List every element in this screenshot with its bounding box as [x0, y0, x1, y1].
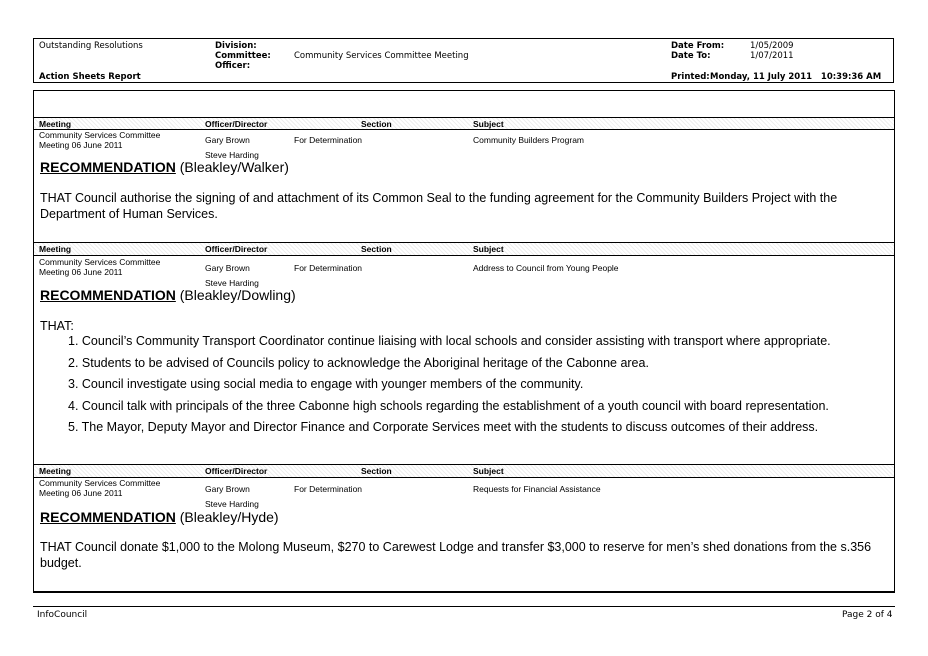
committee-label: Committee: [215, 51, 271, 61]
footer-divider [33, 606, 895, 607]
recommendation-movers: (Bleakley/Hyde) [179, 509, 279, 525]
recommendation-heading [40, 287, 296, 303]
col-subject: Subject [473, 466, 504, 476]
footer-system: InfoCouncil [37, 610, 88, 620]
section-value: For Determination [294, 484, 363, 494]
report-area: Outstanding Resolutions [39, 41, 143, 51]
meeting-line2: Meeting 06 June 2011 [39, 267, 123, 277]
officer-2: Steve Harding [205, 499, 259, 509]
recommendation-label: RECOMMENDATION [40, 159, 176, 175]
section-value: For Determination [294, 263, 363, 273]
committee-value: Community Services Committee Meeting [294, 51, 469, 61]
footer-page-number: Page 2 of 4 [842, 610, 893, 620]
division-label: Division: [215, 41, 257, 51]
col-meeting: Meeting [39, 244, 72, 254]
officer-1: Gary Brown [205, 484, 250, 494]
report-name: Action Sheets Report [39, 72, 141, 82]
recommendation-label: RECOMMENDATION [40, 509, 176, 525]
list-item: 4. Council talk with principals of the three Cabonne high schools regarding the establishment of a youth council with board representation. [68, 398, 829, 413]
col-officer: Officer/Director [205, 466, 268, 476]
meeting-line2: Meeting 06 June 2011 [39, 488, 123, 498]
officer-2: Steve Harding [205, 278, 259, 288]
recommendation-heading [40, 509, 279, 525]
col-subject: Subject [473, 244, 504, 254]
row-divider [34, 255, 894, 256]
row-divider [34, 477, 894, 478]
subject-value: Community Builders Program [473, 135, 585, 145]
officer-1: Gary Brown [205, 135, 250, 145]
date-from-value: 1/05/2009 [750, 41, 794, 51]
printed-value: Monday, 11 July 2011 10:39:36 AM [710, 72, 882, 82]
col-officer: Officer/Director [205, 119, 268, 129]
column-header-row [34, 243, 894, 255]
meeting-line1: Community Services Committee [39, 257, 161, 267]
section-value: For Determination [294, 135, 363, 145]
recommendation-text: THAT Council donate $1,000 to the Molong Museum, $270 to Carewest Lodge and transfer $3,000 to reserve for men’s shed donations from the s.356 budget. [40, 540, 872, 570]
meeting-line1: Community Services Committee [39, 478, 161, 488]
list-item: 2. Students to be advised of Councils policy to acknowledge the Aboriginal heritage of the Cabonne area. [68, 355, 649, 370]
col-officer: Officer/Director [205, 244, 268, 254]
recommendation-movers: (Bleakley/Walker) [179, 159, 289, 175]
col-section: Section [361, 466, 392, 476]
col-subject: Subject [473, 119, 504, 129]
report-header [33, 38, 894, 83]
meeting-line2: Meeting 06 June 2011 [39, 140, 123, 150]
recommendation-text: THAT Council authorise the signing of and attachment of its Common Seal to the funding agreement for the Community Builders Project with the Department of Human Services. [40, 191, 838, 221]
col-meeting: Meeting [39, 119, 72, 129]
list-item: 1. Council’s Community Transport Coordinator continue liaising with local schools and consider assisting with transport where appropriate. [68, 334, 831, 348]
date-to-label: Date To: [671, 51, 711, 61]
printed-label: Printed: [671, 72, 710, 82]
date-to-value: 1/07/2011 [750, 51, 794, 61]
subject-value: Address to Council from Young People [473, 263, 619, 273]
action-sheet-table [33, 90, 895, 593]
col-section: Section [361, 244, 392, 254]
officer-2: Steve Harding [205, 150, 259, 160]
recommendation-label: RECOMMENDATION [40, 287, 176, 303]
subject-value: Requests for Financial Assistance [473, 484, 601, 494]
recommendation-heading [40, 159, 289, 175]
officer-label: Officer: [215, 61, 251, 71]
meeting-line1: Community Services Committee [39, 130, 161, 140]
list-item: 5. The Mayor, Deputy Mayor and Director Finance and Corporate Services meet with the students to discuss outcomes of their address. [68, 420, 819, 434]
officer-1: Gary Brown [205, 263, 250, 273]
col-section: Section [361, 119, 392, 129]
date-from-label: Date From: [671, 41, 725, 51]
recommendation-text: THAT: [40, 319, 74, 333]
row-divider [34, 129, 894, 130]
recommendation-list [68, 333, 898, 441]
col-meeting: Meeting [39, 466, 72, 476]
column-header-row [34, 465, 894, 477]
list-item: 3. Council investigate using social media to engage with younger members of the community. [68, 377, 584, 391]
recommendation-movers: (Bleakley/Dowling) [179, 287, 296, 303]
